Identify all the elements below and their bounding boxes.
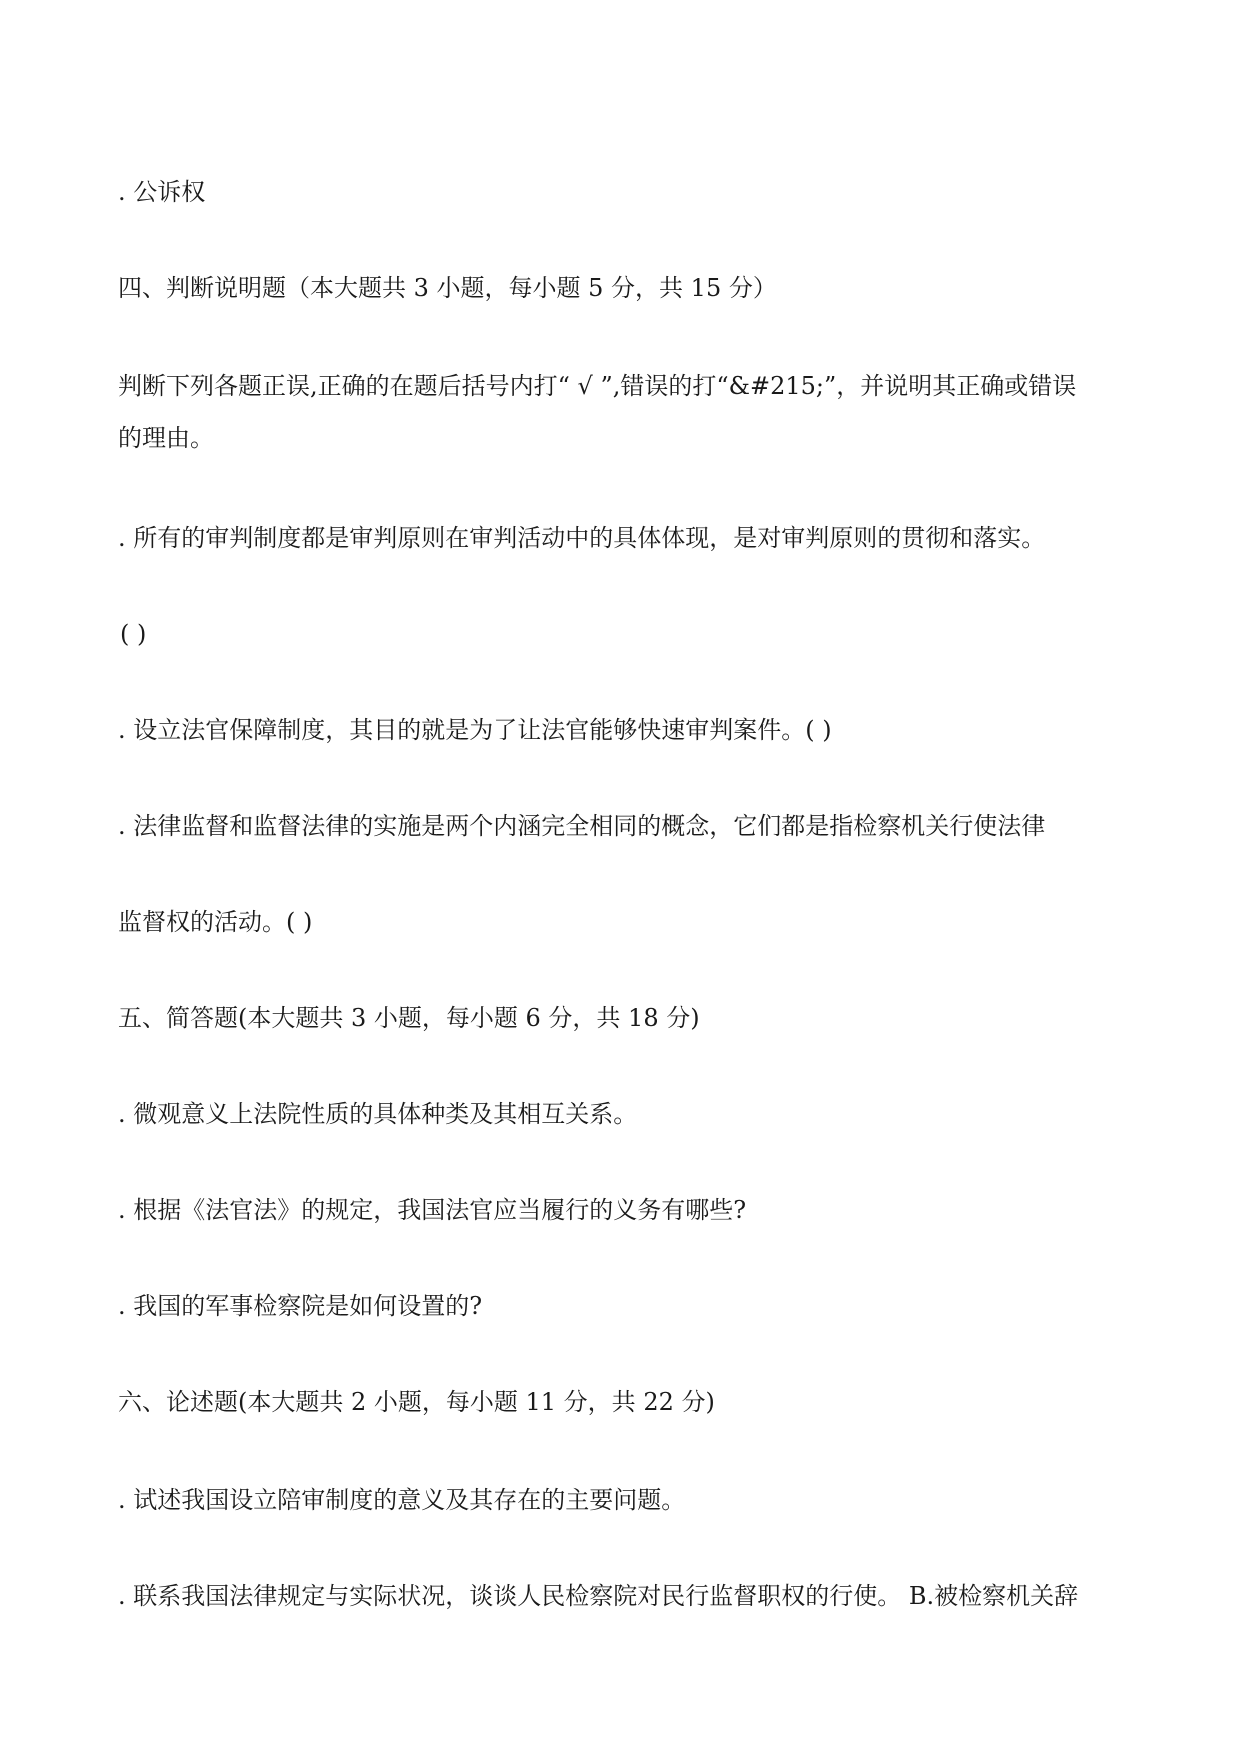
- judgment-question-2: . 设立法官保障制度，其目的就是为了让法官能够快速审判案件。( ): [118, 716, 832, 744]
- section-4-instructions-line-2: 的理由。: [118, 424, 214, 452]
- section-4-heading: 四、判断说明题（本大题共 3 小题，每小题 5 分，共 15 分）: [118, 274, 777, 302]
- section-5-heading: 五、简答题(本大题共 3 小题，每小题 6 分，共 18 分): [118, 1004, 700, 1032]
- essay-question-2: . 联系我国法律规定与实际状况，谈谈人民检察院对民行监督职权的行使。 B.被检察机关辞: [118, 1582, 1079, 1610]
- section-6-heading: 六、论述题(本大题共 2 小题，每小题 11 分，共 22 分): [118, 1388, 715, 1416]
- short-answer-question-3: . 我国的军事检察院是如何设置的?: [118, 1292, 483, 1320]
- judgment-question-3-line-2: 监督权的活动。( ): [118, 908, 313, 936]
- short-answer-question-2: . 根据《法官法》的规定，我国法官应当履行的义务有哪些?: [118, 1196, 747, 1224]
- judgment-question-1: . 所有的审判制度都是审判原则在审判活动中的具体体现，是对审判原则的贯彻和落实。: [118, 524, 1046, 552]
- short-answer-question-1: . 微观意义上法院性质的具体种类及其相互关系。: [118, 1100, 638, 1128]
- answer-bracket-1: ( ): [120, 620, 147, 648]
- judgment-question-3-line-1: . 法律监督和监督法律的实施是两个内涵完全相同的概念，它们都是指检察机关行使法律: [118, 812, 1046, 840]
- option-public-prosecution: . 公诉权: [118, 178, 206, 206]
- essay-question-1: . 试述我国设立陪审制度的意义及其存在的主要问题。: [118, 1486, 686, 1514]
- section-4-instructions-line-1: 判断下列各题正误,正确的在题后括号内打“ √ ”,错误的打“&#215;”，并说明其正确或错误: [118, 372, 1077, 400]
